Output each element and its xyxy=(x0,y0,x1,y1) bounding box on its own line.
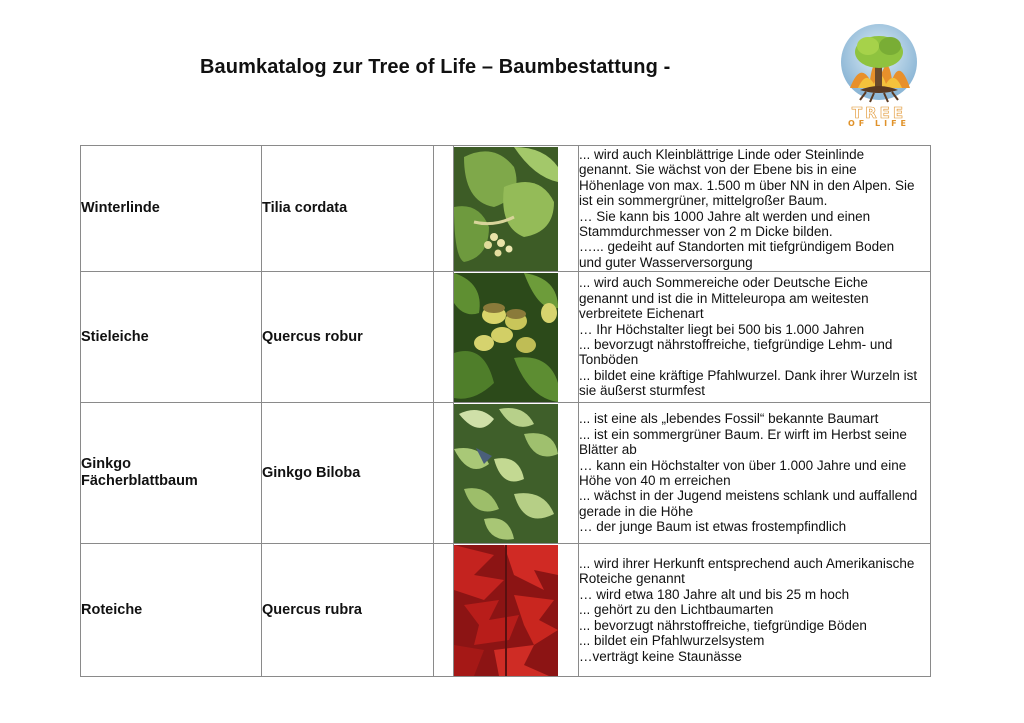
description-line: und guter Wasserversorgung xyxy=(579,254,753,270)
tree-name-line: Ginkgo xyxy=(81,456,131,472)
description-line: ist ein sommergrüner, mittelgroßer Baum. xyxy=(579,193,828,209)
description-line: verbreitete Eichenart xyxy=(579,306,704,322)
table-row xyxy=(81,544,931,677)
description-line: …... gedeiht auf Standorten mit tiefgründigem Boden xyxy=(579,239,895,255)
logo-text-of-life: OF LIFE xyxy=(847,119,911,128)
description-line: ... wird auch Kleinblättrige Linde oder Steinlinde xyxy=(579,146,865,162)
tree-description xyxy=(579,272,931,403)
description-line: ... ist ein sommergrüner Baum. Er wirft im Herbst seine xyxy=(579,426,907,442)
description-line: ... bevorzugt nährstoffreiche, tiefgründige Böden xyxy=(579,617,867,633)
description-line: … Ihr Höchstalter liegt bei 500 bis 1.000 Jahren xyxy=(579,321,865,337)
description-line: …verträgt keine Staunässe xyxy=(579,648,742,664)
page-title: Baumkatalog zur Tree of Life – Baumbestattung - xyxy=(200,56,671,78)
table-row xyxy=(81,403,931,544)
tree-description xyxy=(579,146,931,272)
description-line: Stammdurchmesser von 2 m Dicke bilden. xyxy=(579,223,833,239)
tree-of-life-logo xyxy=(830,22,928,130)
red-oak-leaves-photo xyxy=(454,544,579,677)
description-line: Tonböden xyxy=(579,352,639,368)
tree-latin-name: Quercus rubra xyxy=(262,544,434,677)
description-line: genannt und ist die in Mitteleuropa am weitesten xyxy=(579,290,869,306)
ginkgo-leaves-photo xyxy=(454,403,579,544)
tree-latin-name: Quercus robur xyxy=(262,272,434,403)
tree-name: Winterlinde xyxy=(81,146,262,272)
description-line: gerade in die Höhe xyxy=(579,503,694,519)
description-line: ... ist eine als „lebendes Fossil“ bekannte Baumart xyxy=(579,411,879,427)
description-line: ... wird auch Sommereiche oder Deutsche Eiche xyxy=(579,275,868,291)
description-line: sie äußerst sturmfest xyxy=(579,383,706,399)
description-line: genannt. Sie wächst von der Ebene bis in eine xyxy=(579,162,857,178)
description-line: ... wird ihrer Herkunft entsprechend auch Amerikanische xyxy=(579,556,915,572)
table-row xyxy=(81,272,931,403)
description-line: Höhe von 40 m erreichen xyxy=(579,473,731,488)
description-line: ... bevorzugt nährstoffreiche, tiefgründige Lehm- und xyxy=(579,337,893,352)
tree-name-line: Fächerblattbaum xyxy=(81,473,198,489)
tree-logo-icon xyxy=(830,22,928,104)
tree-name: Stieleiche xyxy=(81,272,262,403)
description-line: ... gehört zu den Lichtbaumarten xyxy=(579,602,774,618)
tree-latin-name: Tilia cordata xyxy=(262,146,434,272)
description-line: … kann ein Höchstalter von über 1.000 Jahre und eine xyxy=(579,457,907,473)
tree-name xyxy=(81,403,262,544)
logo-text-tree: TREE xyxy=(851,104,907,122)
linden-leaves-photo xyxy=(454,146,579,272)
tree-description xyxy=(579,544,931,677)
description-line: ... wächst in der Jugend meistens schlank und auffallend xyxy=(579,488,918,504)
description-line: ... bildet eine kräftige Pfahlwurzel. Dank ihrer Wurzeln ist xyxy=(579,367,918,383)
description-line: ... bildet ein Pfahlwurzelsystem xyxy=(579,633,765,649)
table-row xyxy=(81,146,931,272)
description-line: … Sie kann bis 1000 Jahre alt werden und einen xyxy=(579,208,871,224)
description-line: Höhenlage von max. 1.500 m über NN in den Alpen. Sie xyxy=(579,177,915,193)
oak-acorns-photo xyxy=(454,272,579,403)
tree-latin-name: Ginkgo Biloba xyxy=(262,403,434,544)
tree-name: Roteiche xyxy=(81,544,262,677)
tree-catalog-table xyxy=(80,145,931,677)
tree-description xyxy=(579,403,931,544)
description-line: … der junge Baum ist etwas frostempfindlich xyxy=(579,519,847,535)
description-line: … wird etwa 180 Jahre alt und bis 25 m hoch xyxy=(579,586,850,602)
description-line: Roteiche genannt xyxy=(579,571,685,587)
description-line: Blätter ab xyxy=(579,442,637,458)
